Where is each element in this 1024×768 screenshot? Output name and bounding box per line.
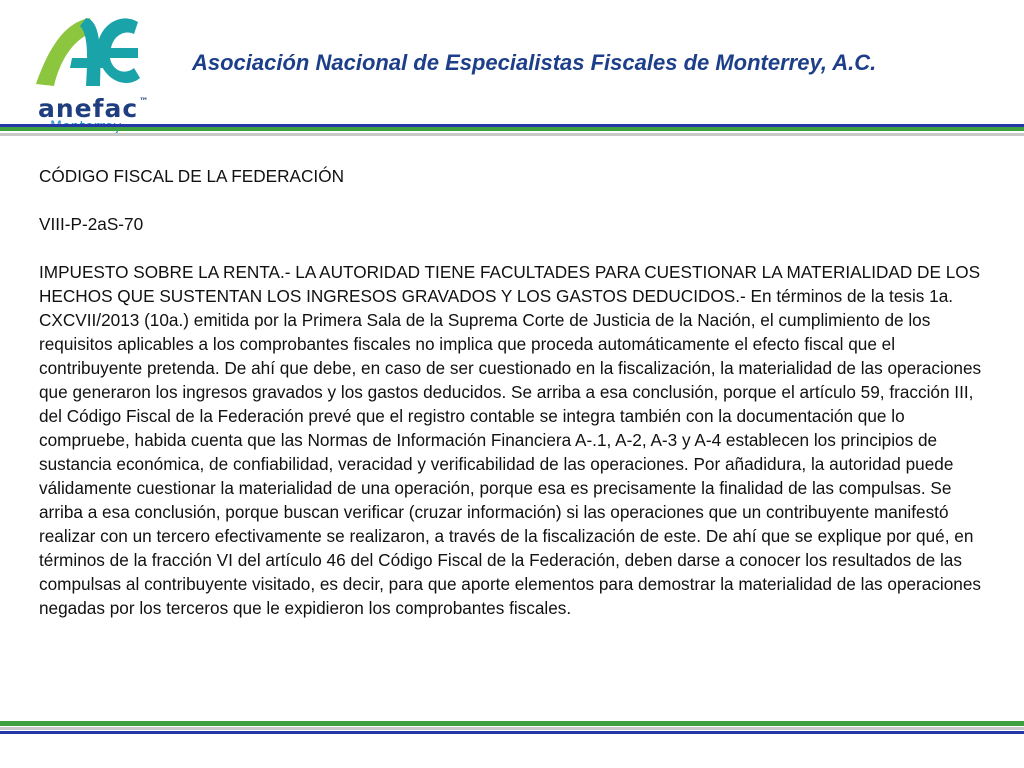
document-heading: CÓDIGO FISCAL DE LA FEDERACIÓN: [39, 166, 344, 186]
top-stripe-green: [0, 127, 1024, 131]
page-title: Asociación Nacional de Especialistas Fiscales de Monterrey, A.C.: [192, 50, 877, 75]
document-body: [39, 164, 989, 620]
anefac-logo: [34, 10, 150, 128]
thesis-code: VIII-P-2aS-70: [39, 214, 144, 234]
ae-monogram-icon: [34, 10, 144, 96]
bottom-stripe-gray: [0, 727, 1024, 730]
thesis-text: IMPUESTO SOBRE LA RENTA.- LA AUTORIDAD TIENE FACULTADES PARA CUESTIONAR LA MATERIALIDAD DE LOS HECHOS QUE SUSTENTAN LOS INGRESOS GRAVADOS Y LOS GASTOS DEDUCIDOS.- En términos de la tesis 1a. CXCVII/2013 (10a.) emitida por la Primera Sala de la Suprema Corte de Justicia de la Nación, el cumplimiento de los requisitos aplicables a los comprobantes fiscales no implica que proceda automáticamente el efecto fiscal que el contribuyente pretenda. De ahí que debe, en caso de ser cuestionado en la fiscalización, la materialidad de las operaciones que generaron los ingresos gravados y los gastos deducidos. Se arriba a esa conclusión, porque el artículo 59, fracción III, del Código Fiscal de la Federación prevé que el registro contable se integra también con la documentación que lo compruebe, habida cuenta que las Normas de Información Financiera A-.1, A-2, A-3 y A-4 establecen los principios de sustancia económica, de confiabilidad, veracidad y verificabilidad de las operaciones. Por añadidura, la autoridad puede válidamente cuestionar la materialidad de una operación, porque esa es precisamente la finalidad de las compulsas. Se arriba a esa conclusión, porque buscan verificar (cruzar información) si las operaciones que un contribuyente manifestó realizar con un tercero efectivamente se realizaron, a través de la fiscalización de este. De ahí que se explique por qué, en términos de la fracción VI del artículo 46 del Código Fiscal de la Federación, deben darse a conocer los resultados de las compulsas al contribuyente visitado, es decir, para que aporte elementos para demostrar la materialidad de las operaciones negadas por los terceros que le expidieron los comprobantes fiscales.: [39, 262, 982, 618]
bottom-stripe-green: [0, 721, 1024, 726]
bottom-stripe-blue: [0, 731, 1024, 734]
logo-brand-text: anefac™: [38, 94, 150, 123]
top-stripe-gray: [0, 133, 1024, 136]
